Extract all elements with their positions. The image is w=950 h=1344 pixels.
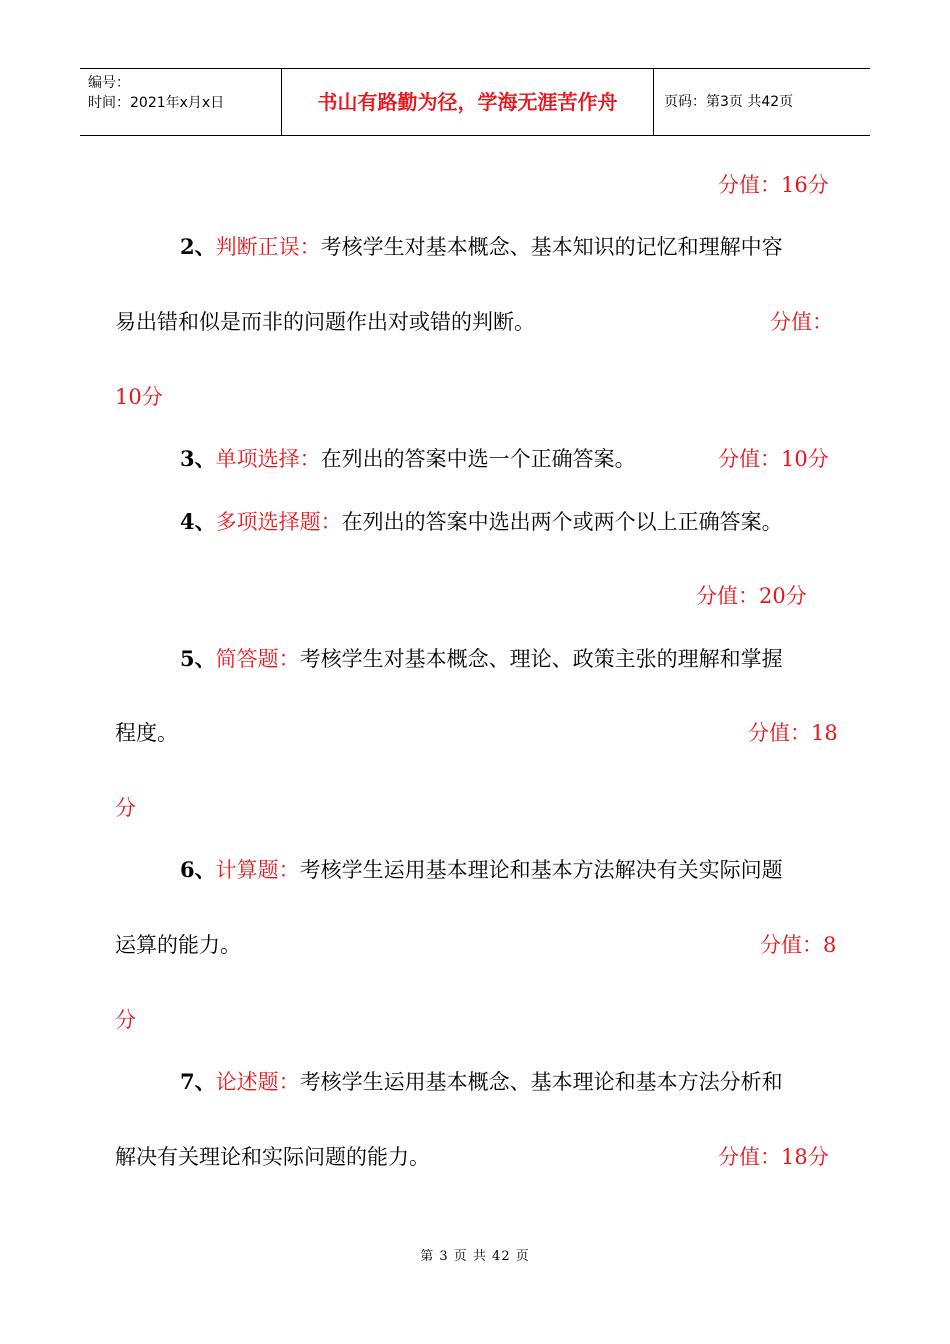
item-6-number: 6、 [180,857,216,882]
item-6-text-1: 考核学生运用基本理论和基本方法解决有关实际问题 [299,858,783,882]
item-3-number: 3、 [180,446,216,471]
item-2-score-b: 10分 [115,385,163,409]
document-number-label: 编号： [88,75,130,91]
score-16: 分值：16分 [718,173,829,197]
header-page-info: 页码：第3页 共42页 [664,94,794,110]
header-meta [80,69,282,135]
item-3-score: 分值：10分 [718,447,829,471]
item-7-number: 7、 [180,1069,216,1094]
header-motto: 书山有路勤为径，学海无涯苦作舟 [282,69,654,135]
item-5-text-2: 程度。 [115,721,178,745]
item-6-line-1 [180,855,783,885]
item-7-text-1: 考核学生运用基本概念、基本理论和基本方法分析和 [299,1070,783,1094]
item-3-title: 单项选择： [215,447,321,471]
item-7-text-2: 解决有关理论和实际问题的能力。 [115,1145,430,1169]
item-2-number: 2、 [180,234,216,259]
item-3-text: 在列出的答案中选一个正确答案。 [320,447,636,471]
item-5-score-a: 分值：18 [748,721,838,745]
item-6-text-2: 运算的能力。 [115,933,241,957]
item-7-score: 分值：18分 [718,1145,829,1169]
item-2-score-a: 分值： [770,310,833,334]
item-5-line-1 [180,644,783,674]
item-4-line [180,507,783,537]
item-5-title: 简答题： [215,647,300,671]
item-2-line-1 [180,232,783,262]
item-6-title: 计算题： [215,858,300,882]
page-footer: 第 3 页 共 42 页 [420,1249,530,1264]
item-3-line [180,444,636,474]
item-4-title: 多项选择题： [215,510,342,534]
item-7-title: 论述题： [215,1070,300,1094]
item-2-text-1: 考核学生对基本概念、基本知识的记忆和理解中容 [320,235,783,259]
item-4-score: 分值：20分 [696,584,807,608]
item-5-number: 5、 [180,646,216,671]
document-date-label: 时间：2021年x月x日 [88,95,225,111]
item-6-score-a: 分值：8 [760,933,837,957]
item-7-line-1 [180,1067,783,1097]
item-4-text: 在列出的答案中选出两个或两个以上正确答案。 [341,510,783,534]
item-5-text-1: 考核学生对基本概念、理论、政策主张的理解和掌握 [299,647,783,671]
item-5-score-b: 分 [115,796,136,820]
item-2-text-2: 易出错和似是而非的问题作出对或错的判断。 [115,310,535,334]
page-header [80,68,870,136]
item-4-number: 4、 [180,509,216,534]
item-6-score-b: 分 [115,1008,136,1032]
item-2-title: 判断正误： [215,235,321,259]
